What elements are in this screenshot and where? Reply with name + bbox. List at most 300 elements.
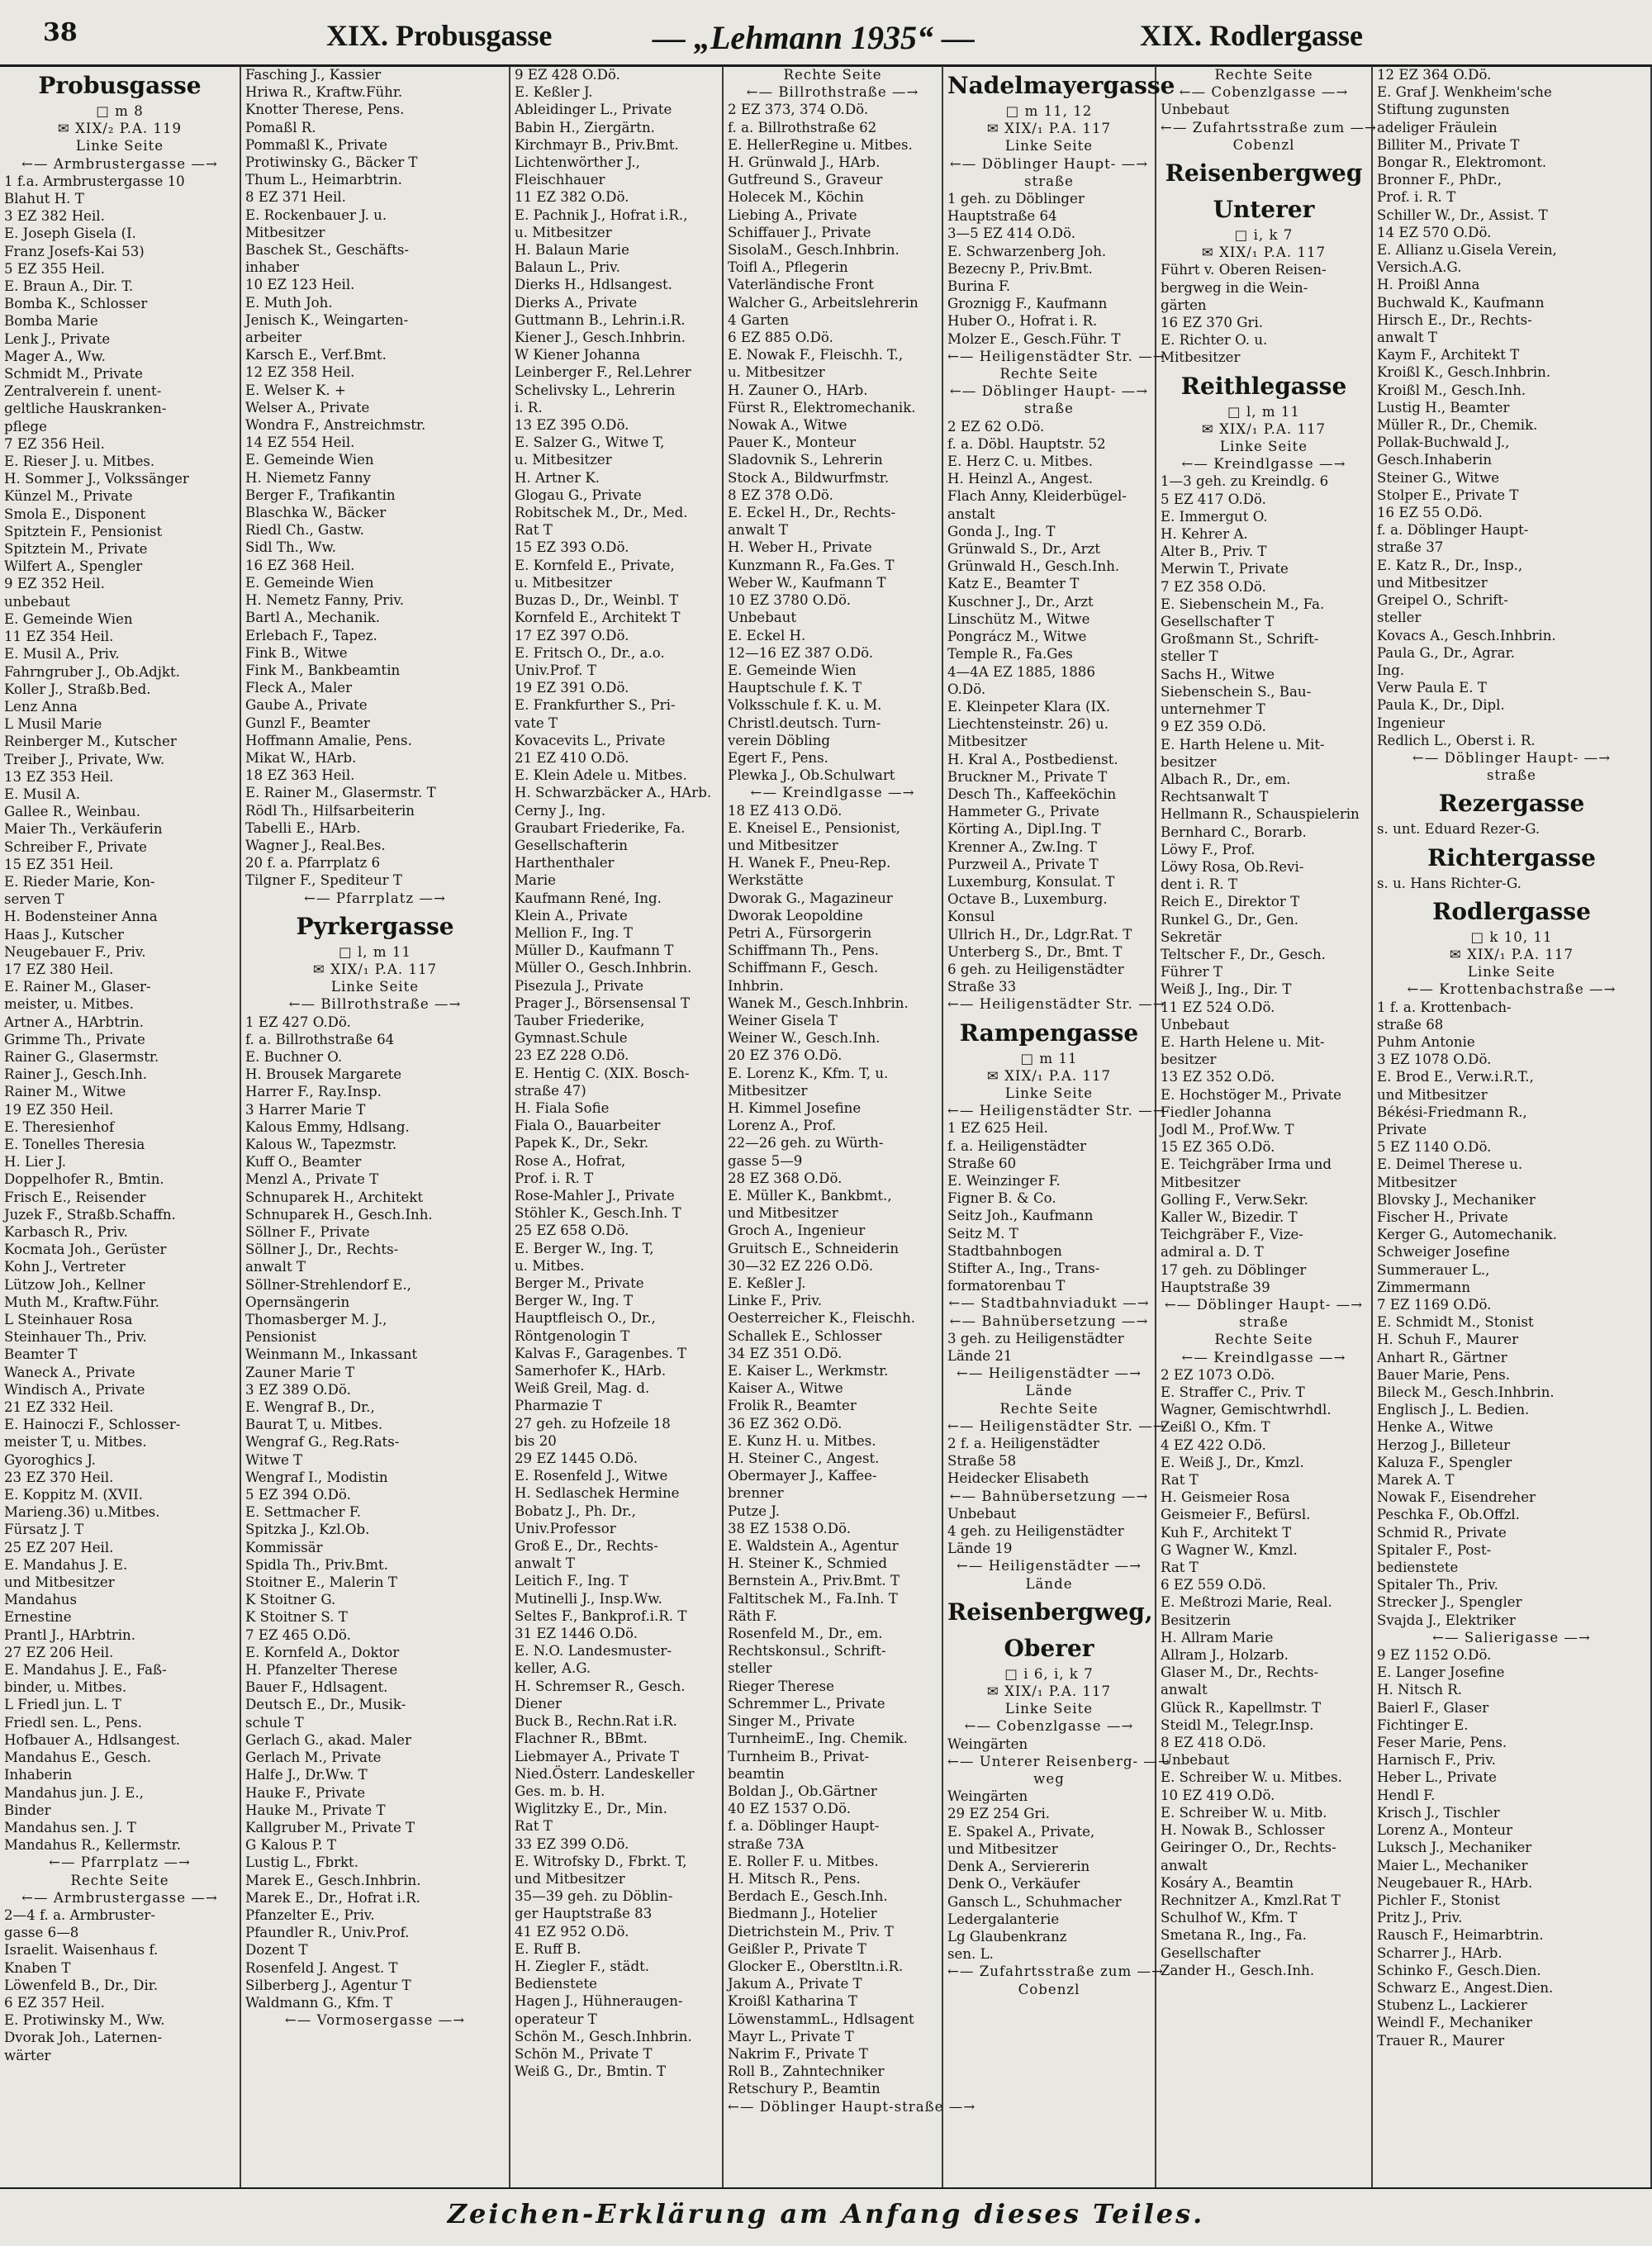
directory-line: Weindl F., Mechaniker [1377,2015,1532,2031]
directory-line: Hauptschule f. K. T [728,680,862,696]
directory-line: Weinmann M., Inkassant [245,1346,418,1363]
directory-line: Neugebauer R., HArb. [1377,1874,1533,1891]
directory-line: steller T [1161,648,1218,665]
directory-line: Kaiser A., Witwe [728,1380,843,1397]
directory-line: Lichtenwörther J., [515,154,640,171]
directory-line: Kuh F., Architekt T [1161,1524,1292,1541]
directory-line: Menzl A., Private T [245,1171,379,1188]
directory-line: Mager A., Ww. [4,348,106,364]
directory-line: 10 EZ 123 Heil. [245,277,355,293]
directory-line: H. Nitsch R. [1377,1682,1463,1698]
directory-line: E. Hainoczi F., Schlosser- [4,1417,181,1433]
directory-line: Merwin T., Private [1161,561,1289,577]
directory-line: Knaben T [4,1959,71,1976]
directory-line: Riedl Ch., Gastw. [245,522,364,539]
directory-line: H. Ziegler F., städt. [515,1958,650,1974]
directory-line: Löwy F., Prof. [1161,841,1256,857]
directory-line: Schremmer L., Private [728,1695,885,1712]
directory-line: E. N.O. Landesmuster- [515,1643,672,1660]
directory-line: Lenk J., Private [4,330,111,347]
directory-line: 15 EZ 393 O.Dö. [515,539,629,556]
directory-line: 1—3 geh. zu Kreindlg. 6 [1161,473,1329,490]
directory-line: u. Mitbesitzer [515,452,612,468]
directory-line: Artner A., HArbtrin. [4,1014,144,1030]
directory-line: E. Keßler J. [728,1275,806,1292]
directory-line: 22—26 geh. zu Würth- [728,1135,884,1151]
directory-line: Marieng.36) u.Mitbes. [4,1504,160,1521]
directory-line: Neugebauer F., Priv. [4,943,146,960]
directory-line: Blaschka W., Bäcker [245,505,387,521]
directory-line: Juzek F., Straßb.Schaffn. [4,1206,176,1223]
directory-line: Smetana R., Ing., Fa. [1161,1927,1307,1944]
directory-line: Fichtinger E. [1377,1717,1469,1733]
directory-line: E. Welser K. + [245,382,346,398]
directory-line: 1 f.a. Armbrustergasse 10 [4,173,185,189]
directory-line: Fiedler Johanna [1161,1104,1272,1120]
directory-line: Katz E., Beamter T [947,576,1080,592]
directory-line: Singer M., Private [728,1713,855,1730]
directory-line: E. Theresienhof [4,1118,115,1135]
directory-line: Tauber Friederike, [515,1012,645,1028]
directory-line: Schwarz E., Angest.Dien. [1377,1979,1554,1996]
directory-line: Schiffauer J., Private [728,224,871,240]
directory-line: Lustig L., Fbrkt. [245,1854,359,1871]
directory-line: Gesellschafter [1161,1944,1260,1961]
street-marker: ←— Heiligenstädter Str. —→ [947,1103,1165,1119]
directory-line: Geiringer O., Dr., Rechts- [1161,1840,1336,1856]
directory-line: f. a. Heiligenstädter [947,1137,1087,1154]
directory-line: Bronner F., PhDr., [1377,172,1502,188]
directory-line: Marek A. T [1377,1472,1455,1489]
directory-line: Anhart R., Gärtner [1377,1349,1507,1365]
directory-line: O.Dö. [947,681,986,697]
directory-line: Henke A., Witwe [1377,1419,1493,1436]
directory-line: E. Klein Adele u. Mitbes. [515,767,687,784]
directory-line: Pichler F., Stonist [1377,1892,1500,1908]
directory-line: Bongar R., Elektromont. [1377,154,1547,171]
directory-line: Rose-Mahler J., Private [515,1188,675,1204]
directory-line: sen. L. [947,1946,994,1963]
directory-line: Ernestine [4,1609,72,1626]
street-marker: ←— Zufahrtsstraße zum —→ [947,1963,1164,1980]
directory-line: Lände 21 [947,1348,1013,1365]
directory-line: 35—39 geh. zu Döblin- [515,1888,673,1905]
directory-line: Christl.deutsch. Turn- [728,715,881,731]
directory-line: 2—4 f. a. Armbruster- [4,1906,155,1923]
directory-line: Kommissär [245,1539,323,1555]
directory-line: Wengraf I., Modistin [245,1469,388,1485]
directory-line: Grimme Th., Private [4,1031,145,1047]
directory-line: gärten [1161,297,1207,313]
street-marker: ←— Billrothstraße —→ [288,996,462,1013]
directory-line: Pfaundler R., Univ.Prof. [245,1925,410,1941]
street-heading: Richtergasse [1427,843,1596,871]
street-marker: Rechte Seite [999,1400,1099,1417]
directory-line: 5 EZ 1140 O.Dö. [1377,1139,1492,1156]
street-marker: ←— Döblinger Haupt- —→ [1412,749,1612,766]
directory-line: E. Joseph Gisela (I. [4,226,136,242]
street-marker: straße [1487,767,1536,784]
street-marker: ←— Bahnübersetzung —→ [949,1313,1149,1329]
street-marker: Cobenzl [1232,136,1295,153]
directory-line: Geißler P., Private T [728,1940,866,1957]
directory-line: 9 EZ 359 O.Dö. [1161,719,1266,735]
street-heading: Rampengasse [959,1019,1139,1047]
directory-line: Wiglitzky E., Dr., Min. [515,1801,667,1817]
directory-line: Ing. [1377,662,1405,678]
street-marker: ←— Döblinger Haupt-straße —→ [728,2098,976,2115]
directory-line: H. Balaun Marie [515,242,629,259]
page-number: 38 [43,18,78,47]
directory-line: Mitbesitzer [1161,1174,1241,1190]
directory-line: Körting A., Dipl.Ing. T [947,821,1101,838]
directory-line: Figner B. & Co. [947,1190,1056,1207]
directory-line: E. Wengraf B., Dr., [245,1399,375,1416]
directory-line: H. Grünwald J., HArb. [728,154,881,171]
directory-line: 17 EZ 380 Heil. [4,961,114,977]
directory-line: Thomasberger M. J., [245,1312,387,1328]
directory-line: Fürst R., Elektromechanik. [728,399,916,415]
directory-line: Waneck A., Private [4,1364,135,1380]
directory-line: 16 EZ 55 O.Dö. [1377,505,1483,521]
directory-line: Dvorak Joh., Laternen- [4,2030,163,2046]
directory-line: straße 47) [515,1082,586,1099]
directory-line: Bomba K., Schlosser [4,296,148,312]
directory-line: 20 f. a. Pfarrplatz 6 [245,855,381,871]
directory-line: Krisch J., Tischler [1377,1804,1500,1821]
street-marker: ✉ XIX/₁ P.A. 117 [986,1067,1112,1084]
directory-line: E. Rockenbauer J. u. [245,207,387,223]
directory-line: Werkstätte [728,872,804,889]
directory-line: und Mitbesitzer [947,1840,1058,1857]
directory-line: 23 EZ 228 O.Dö. [515,1047,629,1064]
directory-line: Lenz Anna [4,698,78,715]
street-marker: Lände [1025,1575,1073,1592]
directory-line: Weiner W., Gesch.Inh. [728,1030,881,1047]
directory-line: steller [1377,610,1422,626]
directory-line: Rainer M., Witwe [4,1084,126,1100]
directory-line: Verw Paula E. T [1377,680,1487,696]
directory-line: 4—4A EZ 1885, 1886 [947,663,1095,680]
directory-line: Unbebaut [1161,1016,1229,1033]
header-right-title: XIX. Rodlergasse [1140,19,1363,52]
street-marker: ✉ XIX/₁ P.A. 117 [986,121,1112,137]
directory-line: Heber L., Private [1377,1769,1497,1786]
directory-line: Gutfreund S., Graveur [728,172,883,188]
directory-line: 9 EZ 428 O.Dö. [515,67,620,83]
directory-line: Kohn J., Vertreter [4,1259,126,1275]
directory-line: Bobatz J., Ph. Dr., [515,1503,636,1519]
directory-line: E. Eckel H. [728,627,806,643]
directory-line: 19 EZ 391 O.Dö. [515,680,629,696]
directory-line: E. Eckel H., Dr., Rechts- [728,505,896,521]
street-marker: □ k 10, 11 [1470,928,1553,945]
directory-line: besitzer [1161,753,1217,770]
directory-line: Huber O., Hofrat i. R. [947,313,1098,330]
directory-line: Weiner Gisela T [728,1012,838,1028]
directory-line: Spitztein F., Pensionist [4,523,163,539]
directory-line: Bomba Marie [4,313,98,330]
directory-line: 27 EZ 206 Heil. [4,1644,114,1660]
street-marker: □ i 6, i, k 7 [1004,1665,1094,1682]
directory-line: H. Schuh F., Maurer [1377,1332,1519,1348]
directory-line: u. Mitbesitzer [515,224,612,240]
directory-line: Wagner J., Real.Bes. [245,837,386,853]
directory-line: Paula G., Dr., Agrar. [1377,644,1516,661]
directory-line: H. Kehrer A. [1161,526,1248,543]
directory-line: 3 Harrer Marie T [245,1101,366,1118]
directory-line: Hirsch E., Dr., Rechts- [1377,311,1532,328]
directory-line: Mitbesitzer [1161,349,1241,366]
street-marker: ←— Billrothstraße —→ [746,84,919,101]
directory-line: 3 EZ 389 O.Dö. [245,1381,351,1398]
directory-line: verein Döbling [728,732,831,748]
directory-line: K Stoitner S. T [245,1609,348,1626]
street-heading: Nadelmayergasse [947,72,1175,99]
directory-line: Schnuparek H., Gesch.Inh. [245,1206,433,1223]
street-heading: Reisenbergweg [1165,159,1363,188]
directory-line: Harrer F., Ray.Insp. [245,1084,382,1100]
street-marker: ←— Kreindlgasse —→ [1181,1349,1346,1365]
directory-line: Erlebach F., Tapez. [245,627,377,643]
directory-line: Mikat W., HArb. [245,749,357,766]
directory-line: admiral a. D. T [1161,1244,1264,1261]
directory-line: H. Mitsch R., Pens. [728,1870,861,1887]
street-marker: □ i, k 7 [1234,227,1294,244]
directory-line: E. Lorenz K., Kfm. T, u. [728,1065,889,1081]
directory-line: E. Katz R., Dr., Insp., [1377,557,1523,573]
street-marker: ✉ XIX/₁ P.A. 117 [1449,946,1574,962]
directory-line: Müller O., Gesch.Inhbrin. [515,960,692,976]
street-marker: ✉ XIX/₁ P.A. 117 [1201,420,1327,437]
directory-line: LöwenstammL., Hdlsagent [728,2011,914,2027]
directory-line: Karsch E., Verf.Bmt. [245,347,387,363]
street-marker: ←— Döblinger Haupt- —→ [949,383,1149,400]
directory-line: Trauer R., Maurer [1377,2032,1505,2049]
directory-line: Bileck M., Gesch.Inhbrin. [1377,1384,1555,1401]
directory-line: Sekretär [1161,928,1222,945]
directory-line: Sidl Th., Ww. [245,539,337,556]
directory-line: Békési-Friedmann R., [1377,1104,1527,1120]
street-marker: Rechte Seite [70,1872,169,1888]
directory-line: H. Zauner O., HArb. [728,382,868,398]
directory-line: straße 73A [728,1835,805,1852]
directory-line: Denk A., Serviererin [947,1859,1090,1875]
directory-line: Desch Th., Kaffeeköchin [947,786,1117,802]
directory-line: f. a. Döblinger Haupt- [728,1818,880,1835]
directory-line: Jodl M., Prof.Ww. T [1161,1121,1294,1137]
directory-line: Stadtbahnbogen [947,1242,1062,1259]
directory-line: H. Nowak B., Schlosser [1161,1822,1325,1839]
directory-line: E. Settmacher F. [245,1504,362,1521]
directory-line: Robitschek M., Dr., Med. [515,505,688,521]
directory-column-1 [0,66,241,2187]
directory-line: f. a. Döbl. Hauptstr. 52 [947,435,1106,452]
directory-line: Zentralverein f. unent- [4,383,162,400]
page-header [0,0,1652,67]
directory-line: i. R. [515,399,543,415]
street-marker: ←— Heiligenstädter —→ [956,1365,1142,1382]
directory-line: Silberberg J., Agentur T [245,1977,411,1993]
directory-line: Fürsatz J. T [4,1522,84,1538]
directory-line: s. u. Hans Richter-G. [1377,875,1521,891]
directory-line: E. Hentig C. (XIX. Bosch- [515,1065,690,1081]
directory-line: Albach R., Dr., em. [1161,771,1291,787]
directory-line: 1 EZ 427 O.Dö. [245,1014,351,1030]
directory-line: Ges. m. b. H. [515,1783,605,1799]
directory-line: serven T [4,891,64,908]
directory-line: Haas J., Kutscher [4,926,124,943]
directory-line: E. Waldstein A., Agentur [728,1538,899,1555]
directory-line: ger Hauptstraße 83 [515,1906,653,1922]
directory-line: Hauptfleisch O., Dr., [515,1310,656,1327]
directory-line: anwalt T [1377,330,1437,346]
directory-line: Kuschner J., Dr., Arzt [947,593,1094,610]
directory-line: 23 EZ 370 Heil. [4,1469,114,1485]
directory-line: u. Mitbes. [515,1257,585,1274]
directory-column-5 [943,66,1175,2187]
directory-line: E. Herz C. u. Mitbes. [947,453,1093,470]
directory-line: Müller D., Kaufmann T [515,943,674,959]
directory-line: Nowak F., Eisendreher [1377,1489,1536,1506]
directory-line: 9 EZ 1152 O.Dö. [1377,1647,1492,1664]
directory-line: 5 EZ 417 O.Dö. [1161,491,1266,507]
directory-line: Luxemburg, Konsulat. T [947,873,1115,890]
directory-line: Luksch J., Mechaniker [1377,1840,1532,1856]
directory-line: Temple R., Fa.Ges [947,646,1073,662]
directory-column-6 [1156,66,1377,2187]
directory-line: Kerger G., Automechanik. [1377,1227,1557,1243]
directory-line: Seitz Joh., Kaufmann [947,1208,1094,1224]
street-marker: ←— Pfarrplatz —→ [49,1854,191,1871]
directory-line: 20 EZ 376 O.Dö. [728,1047,843,1064]
directory-line: Kaufmann René, Ing. [515,890,662,906]
directory-line: Leitich F., Ing. T [515,1573,629,1589]
directory-line: E. Gemeinde Wien [245,574,374,591]
directory-line: und Mitbesitzer [728,837,838,853]
directory-line: Berger M., Private [515,1275,644,1292]
directory-line: Mayr L., Private T [728,2028,854,2044]
directory-line: Dworak G., Magazineur [728,890,893,906]
directory-line: H. Schremser R., Gesch. [515,1678,686,1694]
directory-line: H. Kral A., Postbedienst. [947,751,1118,767]
directory-line: Kallgruber M., Private T [245,1819,415,1835]
directory-line: Grünwald H., Gesch.Inh. [947,558,1120,575]
directory-line: Stock A., Bildwurfmstr. [728,469,890,486]
street-heading: Probusgasse [38,72,202,99]
directory-line: Cerny J., Ing. [515,802,606,819]
directory-line: Weiß G., Dr., Bmtin. T [515,2063,667,2080]
directory-line: 15 EZ 351 Heil. [4,856,114,872]
directory-line: Kalous W., Tapezmstr. [245,1136,397,1152]
directory-line: 5 EZ 394 O.Dö. [245,1487,351,1503]
directory-line: Jenisch K., Weingarten- [245,311,409,328]
directory-line: Rechtskonsul., Schrift- [728,1643,886,1660]
street-marker: straße [1024,173,1074,189]
street-marker: ←— Cobenzlgasse —→ [964,1718,1134,1735]
directory-line: und Mitbesitzer [515,1870,625,1887]
directory-line: bergweg in die Wein- [1161,279,1308,296]
directory-line: Pongrácz M., Witwe [947,629,1087,645]
directory-line: Prager J., Börsensensal T [515,995,691,1011]
street-marker: straße [1024,401,1074,417]
directory-line: vate T [515,715,558,731]
directory-line: Feser Marie, Pens. [1377,1735,1507,1751]
directory-line: Weiß Greil, Mag. d. [515,1380,650,1397]
directory-line: Räth F. [728,1607,777,1624]
directory-line: Fleck A., Maler [245,680,353,696]
directory-line: E. Muth Joh. [245,294,333,311]
directory-line: anwalt T [728,522,788,539]
directory-line: Lorenz A., Monteur [1377,1822,1513,1839]
directory-line: Allram J., Holzarb. [1161,1647,1289,1664]
directory-line: Fiala O., Bauarbeiter [515,1118,661,1134]
directory-line: H. Fiala Sofie [515,1099,610,1116]
directory-line: 16 EZ 368 Heil. [245,557,355,573]
directory-line: Reich E., Direktor T [1161,894,1300,910]
directory-line: Dworak Leopoldine [728,907,863,924]
directory-line: Rödl Th., Hilfsarbeiterin [245,802,415,819]
directory-line: 3—5 EZ 414 O.Dö. [947,226,1076,242]
directory-line: W Kiener Johanna [515,347,641,363]
directory-line: Liebing A., Private [728,207,857,223]
directory-line: E. Rainer M., Glasermstr. T [245,785,436,801]
directory-line: Zimmermann [1377,1279,1471,1295]
directory-line: 2 EZ 373, 374 O.Dö. [728,102,869,118]
directory-line: Mitbesitzer [947,734,1028,750]
directory-line: E. Mandahus J. E. [4,1556,128,1573]
directory-line: Paula K., Dr., Dipl. [1377,697,1505,714]
directory-line: E. Berger W., Ing. T, [515,1240,654,1256]
directory-line: binder, u. Mitbes. [4,1679,127,1696]
directory-line: Mandahus R., Kellermstr. [4,1837,182,1854]
directory-line: Molzer E., Gesch.Führ. T [947,330,1121,347]
directory-line: Retschury P., Beamtin [728,2081,881,2097]
directory-line: Kaller W., Bizedir. T [1161,1208,1298,1225]
directory-line: Geismeier F., Befürsl. [1161,1507,1311,1523]
directory-line: H. Schwarzbäcker A., HArb. [515,785,712,801]
directory-line: H. Pfanzelter Therese [245,1662,398,1679]
directory-line: E. Ruff B. [515,1940,582,1957]
directory-line: Pomaßl R. [245,119,316,135]
directory-line: Graubart Friederike, Fa. [515,819,686,836]
street-marker: ←— Heiligenstädter Str. —→ [947,1417,1165,1434]
directory-line: Hofbauer A., Hdlsangest. [4,1731,181,1748]
directory-line: Kalous Emmy, Hdlsang. [245,1118,410,1135]
street-marker: Linke Seite [1004,1085,1094,1101]
directory-line: E. Gemeinde Wien [4,610,133,627]
directory-line: Rat T [515,1818,553,1835]
directory-line: Fink B., Witwe [245,644,348,661]
directory-line: Marek E., Dr., Hofrat i.R. [245,1889,420,1906]
directory-line: Kosáry A., Beamtin [1161,1874,1294,1891]
directory-line: anstalt [947,506,995,522]
directory-line: Söllner J., Dr., Rechts- [245,1242,399,1258]
directory-line: Schmidt M., Private [4,366,143,382]
directory-line: E. Rainer M., Glaser- [4,979,151,995]
directory-line: Pensionist [245,1329,316,1346]
directory-line: Flach Anny, Kleiderbügel- [947,488,1127,505]
directory-line: Lustig H., Beamter [1377,399,1510,415]
directory-line: Gansch L., Schuhmacher [947,1893,1122,1910]
directory-line: Baschek St., Geschäfts- [245,242,409,259]
directory-line: Wengraf G., Reg.Rats- [245,1434,400,1451]
directory-line: Wondra F., Anstreichmstr. [245,417,426,434]
directory-line: E. Pachnik J., Hofrat i.R., [515,207,688,223]
directory-line: 6 EZ 357 Heil. [4,1994,105,2011]
directory-line: Stiftung zugunsten [1377,102,1510,118]
directory-line: gasse 6—8 [4,1925,79,1941]
